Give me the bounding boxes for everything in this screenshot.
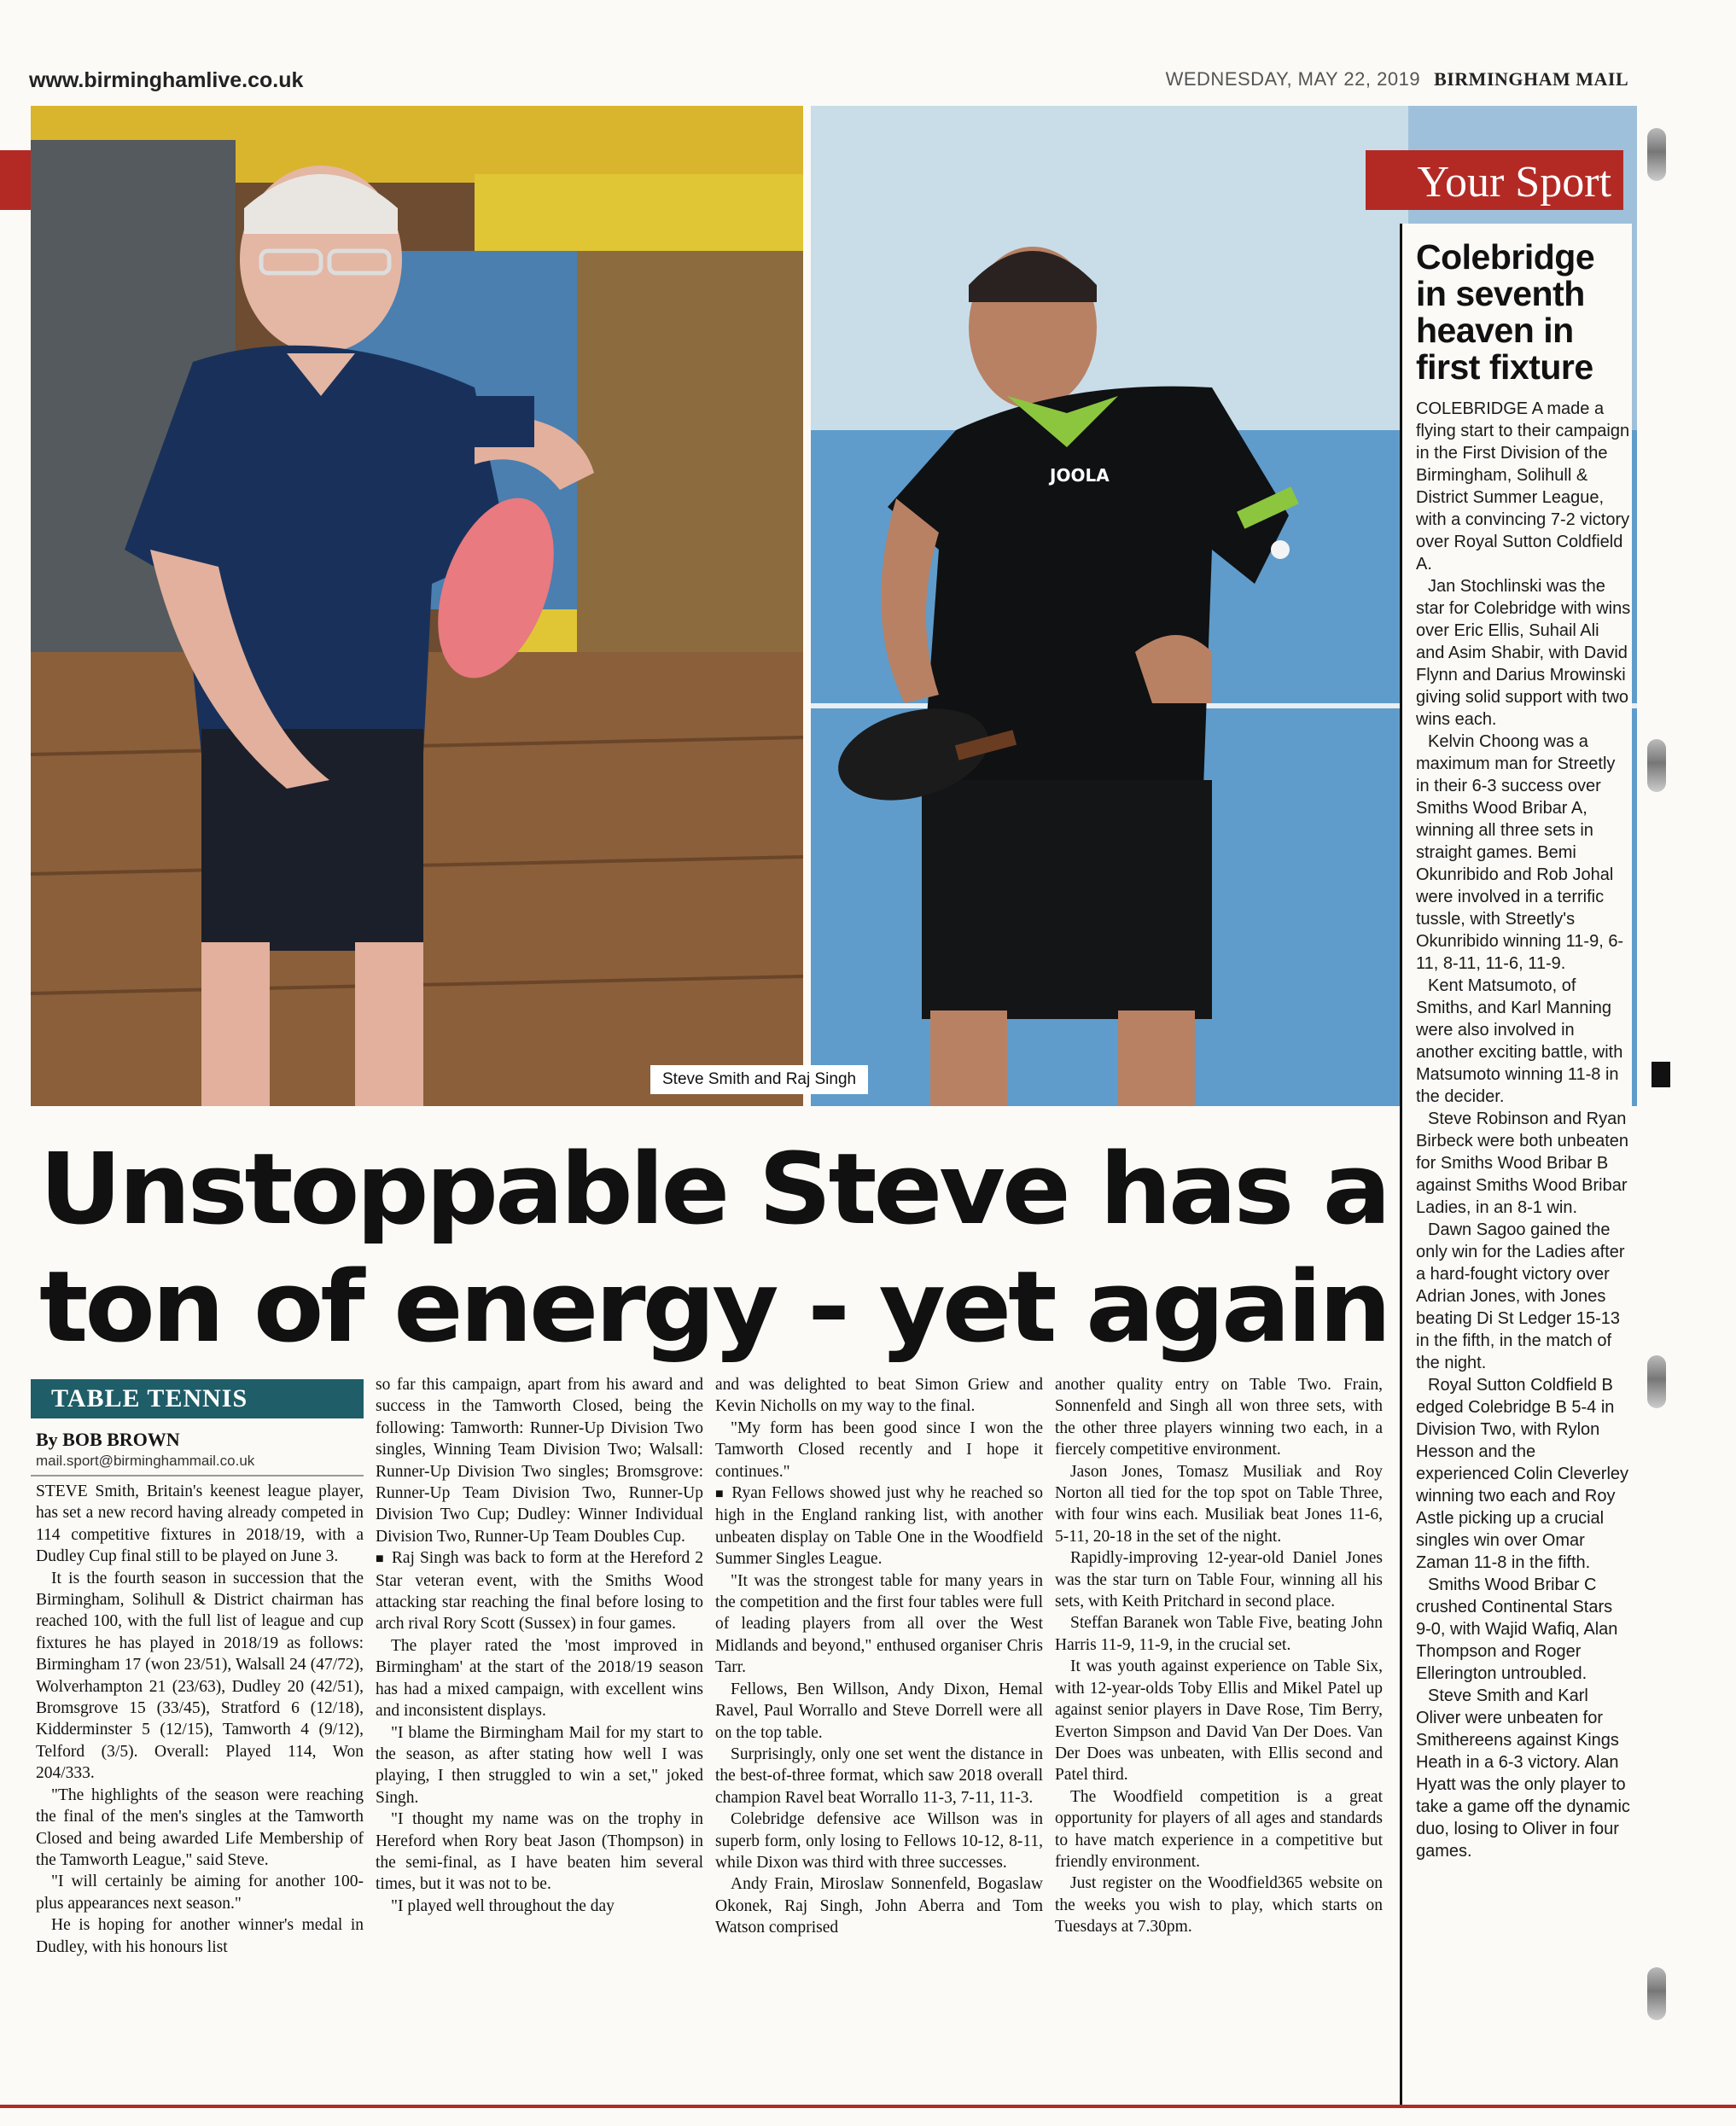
sidebar-body <box>1416 398 1632 1862</box>
article-paragraph: "My form has been good since I won the Tamworth Closed recently and I hope it continues." <box>715 1418 1043 1481</box>
sidebar-paragraph: Kent Matsumoto, of Smiths, and Karl Manning were also involved in another exciting battle, with Matsumoto winning 11-8 in the decider. <box>1416 976 1623 1106</box>
photo-steve-smith <box>31 106 803 1106</box>
article-paragraph: Fellows, Ben Willson, Andy Dixon, Hemal Ravel, Paul Worrallo and Steve Dorrell were all on the top table. <box>715 1680 1043 1742</box>
article-paragraph: another quality entry on Table Two. Frain, Sonnenfeld and Singh all won three sets, with the other three players winning two each, in a fiercely competitive environment. <box>1055 1376 1383 1459</box>
binder-hole <box>1647 1355 1666 1408</box>
article-paragraph: It was youth against experience on Table Six, with 12-year-olds Toby Ellis and Mikel Patel up against senior players in Dave Rose, Tim Berry, Everton Simpson and David Van Der Does. Van Der Does was unbeaten, with Ellis second and Patel third. <box>1055 1657 1383 1785</box>
binder-hole <box>1647 128 1666 181</box>
main-headline <box>39 1131 1388 1366</box>
article-paragraph: Just register on the Woodfield365 website on the weeks you wish to play, which starts on Tuesdays at 7.30pm. <box>1055 1874 1383 1937</box>
section-label <box>31 1379 364 1418</box>
bottom-rule <box>0 2105 1736 2108</box>
article-paragraph: "It was the strongest table for many years in the competition and the first four tables were full of leading players from all over the West Midlands and beyond," enthused organiser Chris Tarr. <box>715 1571 1043 1677</box>
article-paragraph: "I will certainly be aiming for another 100-plus appearances next season." <box>36 1873 364 1913</box>
article-paragraph: Colebridge defensive ace Willson was in superb form, only losing to Fellows 10-12, 8-11, while Dixon was third with three successes. <box>715 1810 1043 1872</box>
binder-hole <box>1647 739 1666 792</box>
headline-line-2: ton of energy - yet again <box>39 1250 1389 1365</box>
article-paragraph: Steffan Baranek won Table Five, beating John Harris 11-9, 11-9, in the crucial set. <box>1055 1614 1383 1654</box>
photo-caption: Steve Smith and Raj Singh <box>650 1065 868 1094</box>
sidebar-paragraph: Steve Robinson and Ryan Birbeck were both unbeaten for Smiths Wood Bribar B against Smiths Wood Bribar Ladies, in an 8-1 win. <box>1416 1110 1629 1217</box>
sidebar-headline: Colebridge in seventh heaven in first fixture <box>1416 237 1595 387</box>
article-paragraph: so far this campaign, apart from his award and success in the Tamworth Closed, being the following: Tamworth: Runner-Up Division Two singles, Winning Team Division Two; Walsall: Runner-Up Division Two singles; Bromsgrove: Runner-Up Team Division Two, Runner-Up Division Two Cup; Dudley: Winner Individual Division Two, Runner-Up Team Doubles Cup. <box>376 1376 703 1546</box>
article-paragraph: It is the fourth season in succession that the Birmingham, Solihull & District chairman has reached 100, with the full list of league and cup fixtures he has played in 2018/19 as follows: Birmingham 17 (won 23/51), Walsall 24 (47/72), Wolverhampton 21 (23/63), Dudley 20 (42/51), Bromsgrove 15 (33/45), Stratford 6 (12/18), Kidderminster 5 (12/15), Tamworth 4 (9/12), Telford (3/5). Overall: Played 114, Won 204/333. <box>36 1569 364 1783</box>
article-column-4 <box>1055 1374 1383 1938</box>
page-header <box>1166 60 1675 93</box>
sidebar-paragraph: COLEBRIDGE A made a flying start to their campaign in the First Division of the Birmingham, Solihull & District Summer League, with a convincing 7-2 victory over Royal Sutton Coldfield A. <box>1416 399 1630 574</box>
article-paragraph: and was delighted to beat Simon Griew and Kevin Nicholls on my way to the final. <box>715 1376 1043 1416</box>
sidebar-paragraph: Kelvin Choong was a maximum man for Streetly in their 6-3 success over Smiths Wood Bribar A, winning all three sets in straight games. Bemi Okunribido and Rob Johal were involved in a terrific tussle, with Streetly's Okunribido winning 11-9, 6-11, 8-11, 11-6, 11-9. <box>1416 732 1624 973</box>
byline-divider <box>31 1475 364 1477</box>
byline: By BOB BROWN <box>36 1429 180 1450</box>
sidebar-paragraph: Steve Smith and Karl Oliver were unbeaten for Smithereens against Kings Heath in a 6-3 victory. Alan Hyatt was the only player to take a game off the dynamic duo, losing to Oliver in four games. <box>1416 1686 1630 1861</box>
article-paragraph: STEVE Smith, Britain's keenest league player, has set a new record having already competed in 114 competitive fixtures in 2018/19, with a Dudley Cup final still to be played on June 3. <box>36 1482 364 1566</box>
shirt-brand-logo: JOOLA <box>1050 465 1110 486</box>
article-column-2 <box>376 1374 703 1917</box>
sidebar-paragraph: Smiths Wood Bribar C crushed Continental Stars 9-0, with Wajid Wafiq, Alan Thompson and Roger Ellerington untroubled. <box>1416 1576 1618 1683</box>
site-url[interactable]: www.birminghamlive.co.uk <box>29 68 304 92</box>
article-paragraph: He is hoping for another winner's medal in Dudley, with his honours list <box>36 1916 364 1956</box>
headline-line-1: Unstoppable Steve has a <box>39 1133 1389 1247</box>
binder-hole <box>1647 1967 1666 2020</box>
article-paragraph: Rapidly-improving 12-year-old Daniel Jones was the star turn on Table Four, winning all his sets, with Keith Pritchard in second place. <box>1055 1549 1383 1611</box>
edge-marker <box>1652 1062 1670 1087</box>
article-column-3 <box>715 1374 1043 1939</box>
sidebar-paragraph: Jan Stochlinski was the star for Colebridge with wins over Eric Ellis, Suhail Ali and Asim Shabir, with David Flynn and Darius Mrowinski giving solid support with two wins each. <box>1416 577 1631 729</box>
article-paragraph: "I blame the Birmingham Mail for my start to the season, as after stating how well I was playing, I then struggled to win a set," joked Singh. <box>376 1723 703 1807</box>
article-paragraph: ■ Raj Singh was back to form at the Hereford 2 Star veteran event, with the Smiths Wood attacking star reaching the final before losing to arch rival Rory Scott (Sussex) in four games. <box>376 1547 703 1635</box>
article-paragraph: "I played well throughout the day <box>391 1896 615 1915</box>
photo-steve-smith-illustration <box>31 106 803 1106</box>
article-paragraph: "The highlights of the season were reaching the final of the men's singles at the Tamworth Closed and being awarded Life Membership of the Tamworth League," said Steve. <box>36 1785 364 1869</box>
article-paragraph: Surprisingly, only one set went the distance in the best-of-three format, which saw 2018 overall champion Ravel beat Worrallo 11-3, 7-11, 11-3. <box>715 1744 1043 1807</box>
publication-date: WEDNESDAY, MAY 22, 2019 <box>1165 68 1421 90</box>
banner-strip-left <box>0 150 31 210</box>
paper-name: BIRMINGHAM MAIL <box>1434 68 1629 90</box>
article-paragraph: The Woodfield competition is a great opportunity for players of all ages and standards to have match experience in a competitive but friendly environment. <box>1055 1787 1383 1871</box>
article-paragraph: The player rated the 'most improved in Birmingham' at the start of the 2018/19 season has had a mixed campaign, with excellent wins and inconsistent displays. <box>376 1636 703 1721</box>
author-email[interactable]: mail.sport@birminghammail.co.uk <box>36 1453 255 1469</box>
sidebar-paragraph: Dawn Sagoo gained the only win for the Ladies after a hard-fought victory over Adrian Jones, with Jones beating Di St Ledger 15-13 in the fifth, in the match of the night. <box>1416 1220 1625 1372</box>
article-paragraph: Andy Frain, Miroslaw Sonnenfeld, Bogaslaw Okonek, Raj Singh, John Aberra and Tom Watson comprised <box>715 1875 1043 1937</box>
article-paragraph: Jason Jones, Tomasz Musiliak and Roy Norton all tied for the top spot on Table Three, with four wins each. Musiliak beat Jones 11-6, 5-11, 20-18 in the set of the night. <box>1055 1462 1383 1546</box>
sidebar-paragraph: Royal Sutton Coldfield B edged Colebridge B 5-4 in Division Two, with Rylon Hesson and the experienced Colin Cleverley winning two each and Roy Astle picking up a crucial singles win over Omar Zaman 11-8 in the fifth. <box>1416 1376 1629 1572</box>
your-sport-banner <box>1366 150 1623 210</box>
your-sport-label: Your Sport <box>1417 158 1611 207</box>
article-column-1 <box>36 1481 364 1958</box>
article-paragraph: ■ Ryan Fellows showed just why he reached so high in the England ranking list, with another unbeaten display on Table One in the Woodfield Summer Singles League. <box>715 1482 1043 1570</box>
sidebar-story <box>1400 224 1632 2106</box>
section-label-text: TABLE TENNIS <box>51 1384 248 1412</box>
article-paragraph: "I thought my name was on the trophy in Hereford when Rory beat Jason (Thompson) in the semi-final, as I have beaten him several times, but it was not to be. <box>376 1810 703 1894</box>
